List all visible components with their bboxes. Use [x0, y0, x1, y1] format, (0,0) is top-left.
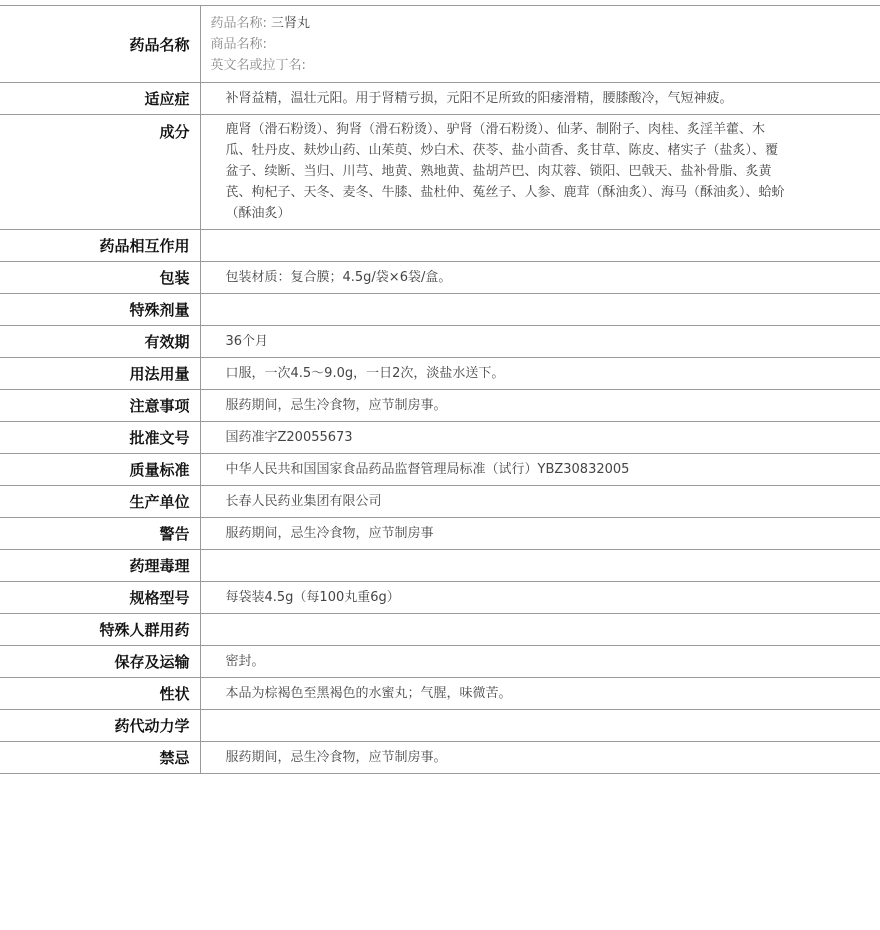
spec-label-precautions: 注意事项 — [0, 390, 200, 422]
spec-value-shelf-life: 36个月 — [200, 326, 880, 358]
spec-label-storage-transport: 保存及运输 — [0, 646, 200, 678]
spec-value-toxicology — [200, 550, 880, 582]
spec-row-warning — [0, 518, 880, 550]
drug-spec-table — [0, 5, 880, 774]
spec-row-special-dosage — [0, 294, 880, 326]
generic-name-label: 药品名称: — [210, 15, 267, 31]
spec-value-storage-transport: 密封。 — [200, 646, 880, 678]
spec-row-special-populations — [0, 614, 880, 646]
spec-label-description: 性状 — [0, 678, 200, 710]
spec-value-contraindications: 服药期间，忌生冷食物，应节制房事。 — [200, 742, 880, 774]
spec-label-packaging: 包装 — [0, 262, 200, 294]
spec-label-toxicology: 药理毒理 — [0, 550, 200, 582]
spec-row-contraindications — [0, 742, 880, 774]
spec-value-usage-dosage: 口服，一次4.5～9.0g，一日2次，淡盐水送下。 — [200, 358, 880, 390]
trade-name-label: 商品名称: — [210, 36, 267, 52]
spec-value-manufacturer: 长春人民药业集团有限公司 — [200, 486, 880, 518]
spec-value-pharmacokinetics — [200, 710, 880, 742]
spec-value-description: 本品为棕褐色至黑褐色的水蜜丸；气腥，味微苦。 — [200, 678, 880, 710]
spec-row-interactions — [0, 230, 880, 262]
spec-label-special-dosage: 特殊剂量 — [0, 294, 200, 326]
spec-row-pharmacokinetics — [0, 710, 880, 742]
spec-label-warning: 警告 — [0, 518, 200, 550]
generic-name-line — [211, 13, 791, 34]
spec-value-packaging: 包装材质：复合膜；4.5g/袋×6袋/盒。 — [200, 262, 880, 294]
spec-row-manufacturer — [0, 486, 880, 518]
spec-value-indications: 补肾益精，温壮元阳。用于肾精亏损，元阳不足所致的阳痿滑精，腰膝酸冷，气短神疲。 — [200, 83, 880, 115]
spec-row-storage-transport — [0, 646, 880, 678]
spec-value-interactions — [200, 230, 880, 262]
spec-value-special-dosage — [200, 294, 880, 326]
spec-label-contraindications: 禁忌 — [0, 742, 200, 774]
spec-label-approval-number: 批准文号 — [0, 422, 200, 454]
spec-row-approval-number — [0, 422, 880, 454]
drug-name-row — [0, 6, 880, 83]
spec-row-usage-dosage — [0, 358, 880, 390]
spec-row-specification — [0, 582, 880, 614]
spec-value-ingredients: 鹿肾（滑石粉烫）、狗肾（滑石粉烫）、驴肾（滑石粉烫）、仙茅、制附子、肉桂、炙淫羊藿、木瓜、牡丹皮、麸炒山药、山茱萸、炒白术、茯苓、盐小茴香、炙甘草、陈皮、楮实子（盐炙）、覆盆子、续断、当归、川芎、地黄、熟地黄、盐胡芦巴、肉苁蓉、锁阳、巴戟天、盐补骨脂、炙黄芪、枸杞子、天冬、麦冬、牛膝、盐杜仲、菟丝子、人参、鹿茸（酥油炙）、海马（酥油炙）、蛤蚧（酥油炙） — [200, 115, 880, 230]
spec-row-shelf-life — [0, 326, 880, 358]
spec-label-pharmacokinetics: 药代动力学 — [0, 710, 200, 742]
spec-value-warning: 服药期间，忌生冷食物，应节制房事 — [200, 518, 880, 550]
drug-name-label: 药品名称 — [0, 6, 200, 83]
spec-label-usage-dosage: 用法用量 — [0, 358, 200, 390]
trade-name-line — [211, 34, 791, 55]
spec-label-interactions: 药品相互作用 — [0, 230, 200, 262]
generic-name-value: 三肾丸 — [271, 15, 311, 31]
spec-row-indications — [0, 83, 880, 115]
spec-value-precautions: 服药期间，忌生冷食物，应节制房事。 — [200, 390, 880, 422]
spec-value-quality-standard: 中华人民共和国国家食品药品监督管理局标准（试行）YBZ30832005 — [200, 454, 880, 486]
spec-label-manufacturer: 生产单位 — [0, 486, 200, 518]
spec-row-description — [0, 678, 880, 710]
spec-label-ingredients: 成分 — [0, 115, 200, 230]
spec-row-ingredients — [0, 115, 880, 230]
latin-name-line — [211, 55, 791, 76]
spec-label-specification: 规格型号 — [0, 582, 200, 614]
spec-row-toxicology — [0, 550, 880, 582]
spec-label-special-populations: 特殊人群用药 — [0, 614, 200, 646]
spec-value-specification: 每袋装4.5g（每100丸重6g） — [200, 582, 880, 614]
spec-label-indications: 适应症 — [0, 83, 200, 115]
spec-label-shelf-life: 有效期 — [0, 326, 200, 358]
latin-name-label: 英文名或拉丁名: — [210, 57, 306, 73]
spec-row-precautions — [0, 390, 880, 422]
spec-value-approval-number: 国药准字Z20055673 — [200, 422, 880, 454]
spec-row-packaging — [0, 262, 880, 294]
spec-row-quality-standard — [0, 454, 880, 486]
drug-name-cell — [200, 6, 880, 83]
drug-spec-table-body — [0, 6, 880, 774]
spec-value-special-populations — [200, 614, 880, 646]
spec-label-quality-standard: 质量标准 — [0, 454, 200, 486]
